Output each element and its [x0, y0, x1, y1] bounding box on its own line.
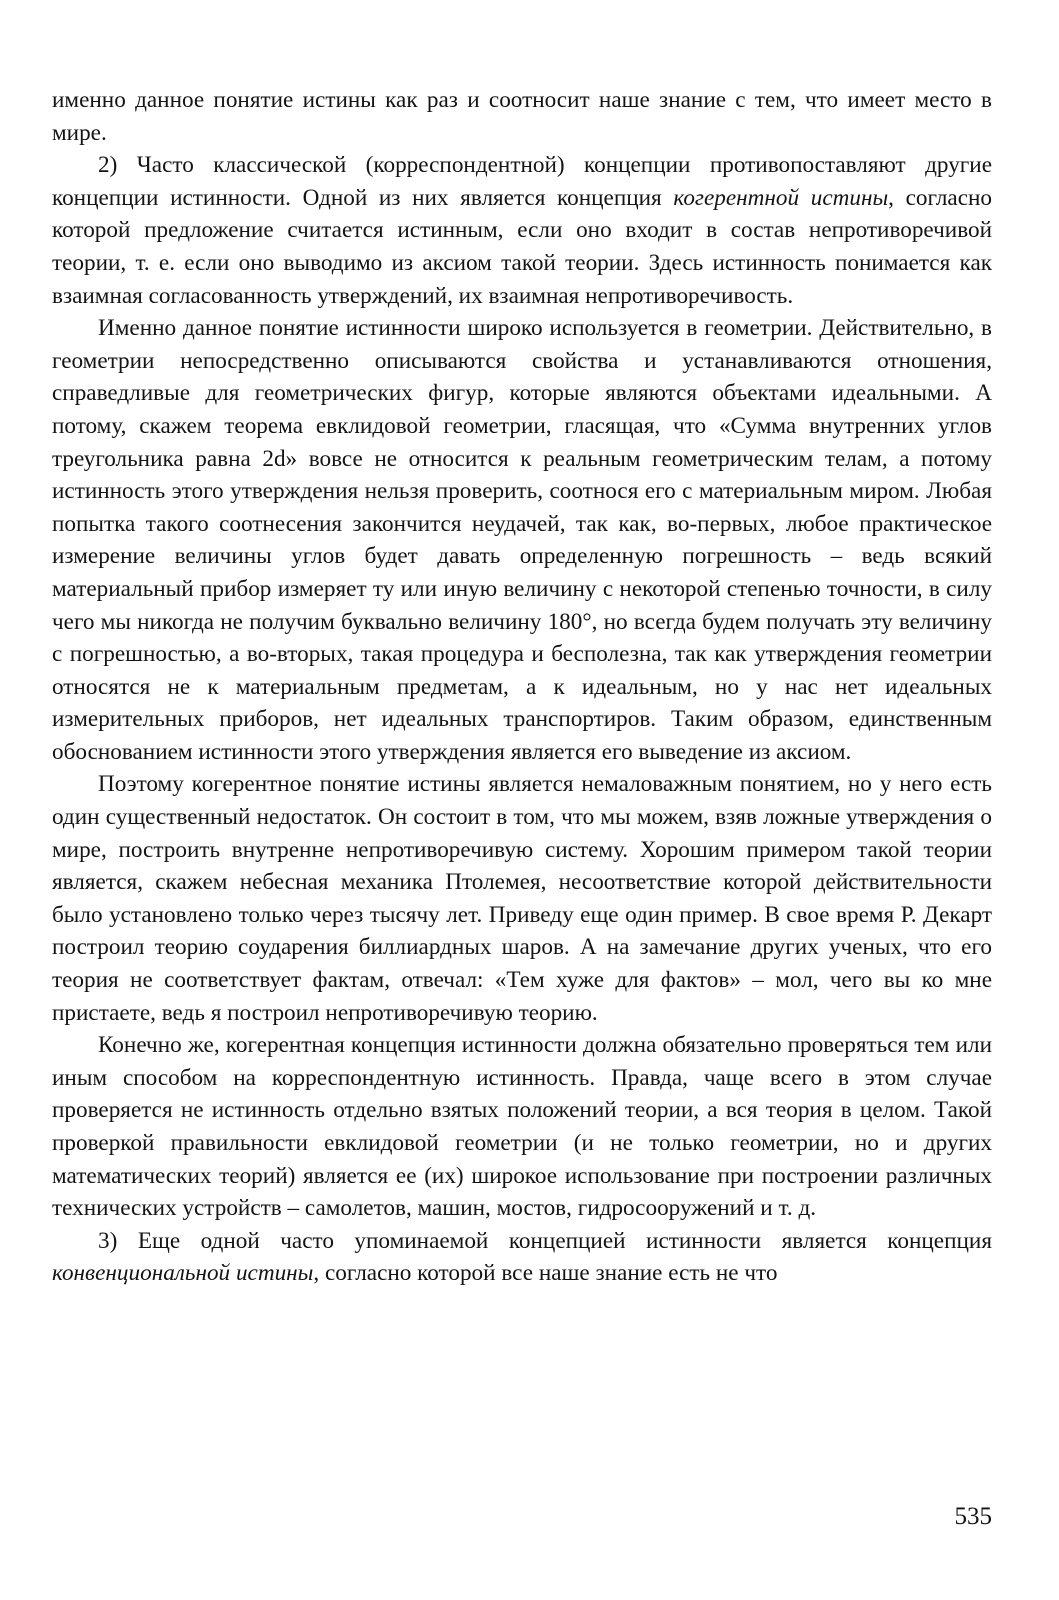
paragraph-6-italic-term: конвенциональной истины	[52, 1260, 314, 1287]
paragraph-2-text-a: 2) Часто классической (корреспондентной) концепции противопоставляют другие концепции истинности. Одной из них является концепция	[52, 152, 992, 211]
paragraph-4-text: Поэтому когерентное понятие истины является немаловажным понятием, но у него есть один существенный недостаток. Он состоит в том, что мы можем, взяв ложные утверждения о мире, построить внутренне непротиворечивую систему. Хорошим примером такой теории является, скажем небесная механика Птолемея, несоответствие которой действительности было установлено только через тысячу лет. Приведу еще один пример. В свое время Р. Декарт построил теорию соударения биллиардных шаров. А на замечание других ученых, что его теория не соответствует фактам, отвечал: «Тем хуже для фактов» – мол, чего вы ко мне пристаете, ведь я построил непротиворечивую теорию.	[52, 771, 992, 1026]
body-text	[52, 84, 992, 1290]
paragraph-3-text: Именно данное понятие истинности широко используется в геометрии. Действительно, в геометрии непосредственно описываются свойства и устанавливаются отношения, справедливые для геометрических фигур, которые являются объектами идеальными. А потому, скажем теорема евклидовой геометрии, гласящая, что «Сумма внутренних углов треугольника равна 2d» вовсе не относится к реальным геометрическим телам, а потому истинность этого утверждения нельзя проверить, соотнося его с материальным миром. Любая попытка такого соотнесения закончится неудачей, так как, во-первых, любое практическое измерение величины углов будет давать определенную погрешность – ведь всякий материальный прибор измеряет ту или иную величину с некоторой степенью точности, в силу чего мы никогда не получим буквально величину 180°, но всегда будем получать эту величину с погрешностью, а во-вторых, такая процедура и бесполезна, так как утверждения геометрии относятся не к материальным предметам, а к идеальным, но у нас нет идеальных измерительных приборов, нет идеальных транспортиров. Таким образом, единственным обоснованием истинности этого утверждения является его выведение из аксиом.	[52, 315, 992, 765]
paragraph-6	[52, 1225, 992, 1290]
paragraph-3	[52, 312, 992, 768]
paragraph-4	[52, 768, 992, 1029]
paragraph-5-text: Конечно же, когерентная концепция истинности должна обязательно проверяться тем или иным способом на корреспондентную истинность. Правда, чаще всего в этом случае проверяется не истинность отдельно взятых положений теории, а вся теория в целом. Такой проверкой правильности евклидовой геометрии (и не только геометрии, но и других математических теорий) является ее (их) широкое использование при построении различных технических устройств – самолетов, машин, мостов, гидросооружений и т. д.	[52, 1032, 992, 1222]
paragraph-6-text-b: , согласно которой все наше знание есть не что	[313, 1260, 778, 1287]
paragraph-1-text: именно данное понятие истины как раз и соотносит наше знание с тем, что имеет место в мире.	[52, 87, 992, 146]
paragraph-2	[52, 149, 992, 312]
paragraph-1	[52, 84, 992, 149]
page-number: 535	[954, 1503, 992, 1530]
paragraph-2-italic-term: когерентной истины	[673, 184, 889, 211]
paragraph-6-text-a: 3) Еще одной часто упоминаемой концепцией истинности является концепция	[98, 1227, 992, 1254]
paragraph-5	[52, 1029, 992, 1225]
paragraph-2-text-b: , согласно которой предложение считается истинным, если оно входит в состав непротиворечивой теории, т. е. если оно выводимо из аксиом такой теории. Здесь истинность понимается как взаимная согласованность утверждений, их взаимная непротиворечивость.	[52, 184, 992, 309]
